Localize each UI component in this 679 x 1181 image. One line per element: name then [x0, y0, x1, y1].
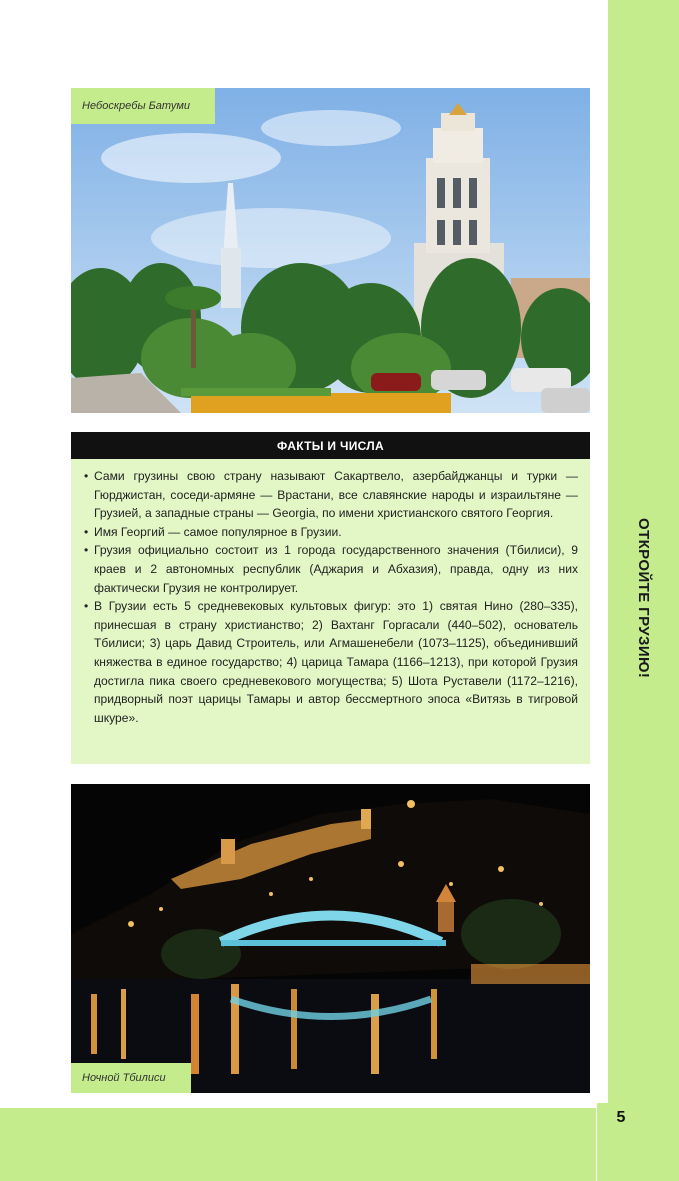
- photo-caption-top-text: Небоскребы Батуми: [82, 100, 190, 112]
- photo-caption-bottom: [71, 1063, 191, 1093]
- side-tab-title: [608, 508, 679, 688]
- side-tab-title-text: ОТКРОЙТЕ ГРУЗИЮ!: [635, 517, 652, 679]
- bottom-band: [0, 1108, 596, 1181]
- photo-batumi-skyscrapers: [71, 88, 590, 413]
- page-number: 5: [616, 1109, 626, 1126]
- batumi-illustration: [71, 88, 590, 413]
- fact-item: • Имя Георгий — самое популярное в Грузии.: [84, 523, 578, 542]
- tbilisi-night-illustration: [71, 784, 590, 1093]
- facts-box: [71, 432, 590, 764]
- photo-tbilisi-night: [71, 784, 590, 1093]
- photo-caption-bottom-text: Ночной Тбилиси: [82, 1072, 166, 1084]
- facts-list: [71, 459, 590, 727]
- facts-header: ФАКТЫ И ЧИСЛА: [71, 432, 590, 459]
- photo-caption-top: [71, 88, 215, 124]
- fact-item: • Грузия официально состоит из 1 города государственного значения (Тбилиси), 9 краев и 2 автономных республик (Аджария и Абхазия), правда, одну из них фактически Грузия не контролирует.: [84, 541, 578, 597]
- fact-item: • Сами грузины свою страну называют Сакартвело, азербайджанцы и турки — Гюрджистан, соседи-армяне — Врастани, все славянские народы и израильтяне — Грузией, а западные страны — Georgia, по имени христианского святого Георгия.: [84, 467, 578, 523]
- fact-item: • В Грузии есть 5 средневековых культовых фигур: это 1) святая Нино (280–335), принесшая в страну христианство; 2) Вахтанг Горгасали (440–502), основатель Тбилиси; 3) царь Давид Строитель, или Агмашенебели (1073–1125), объединивший княжества в единое государство; 4) царица Тамара (1166–1213), при которой Грузия достигла пика своего средневекового могущества; 5) Шота Руставели (1172–1216), придворный поэт царицы Тамары и автор бессмертного эпоса «Витязь в тигровой шкуре».: [84, 597, 578, 727]
